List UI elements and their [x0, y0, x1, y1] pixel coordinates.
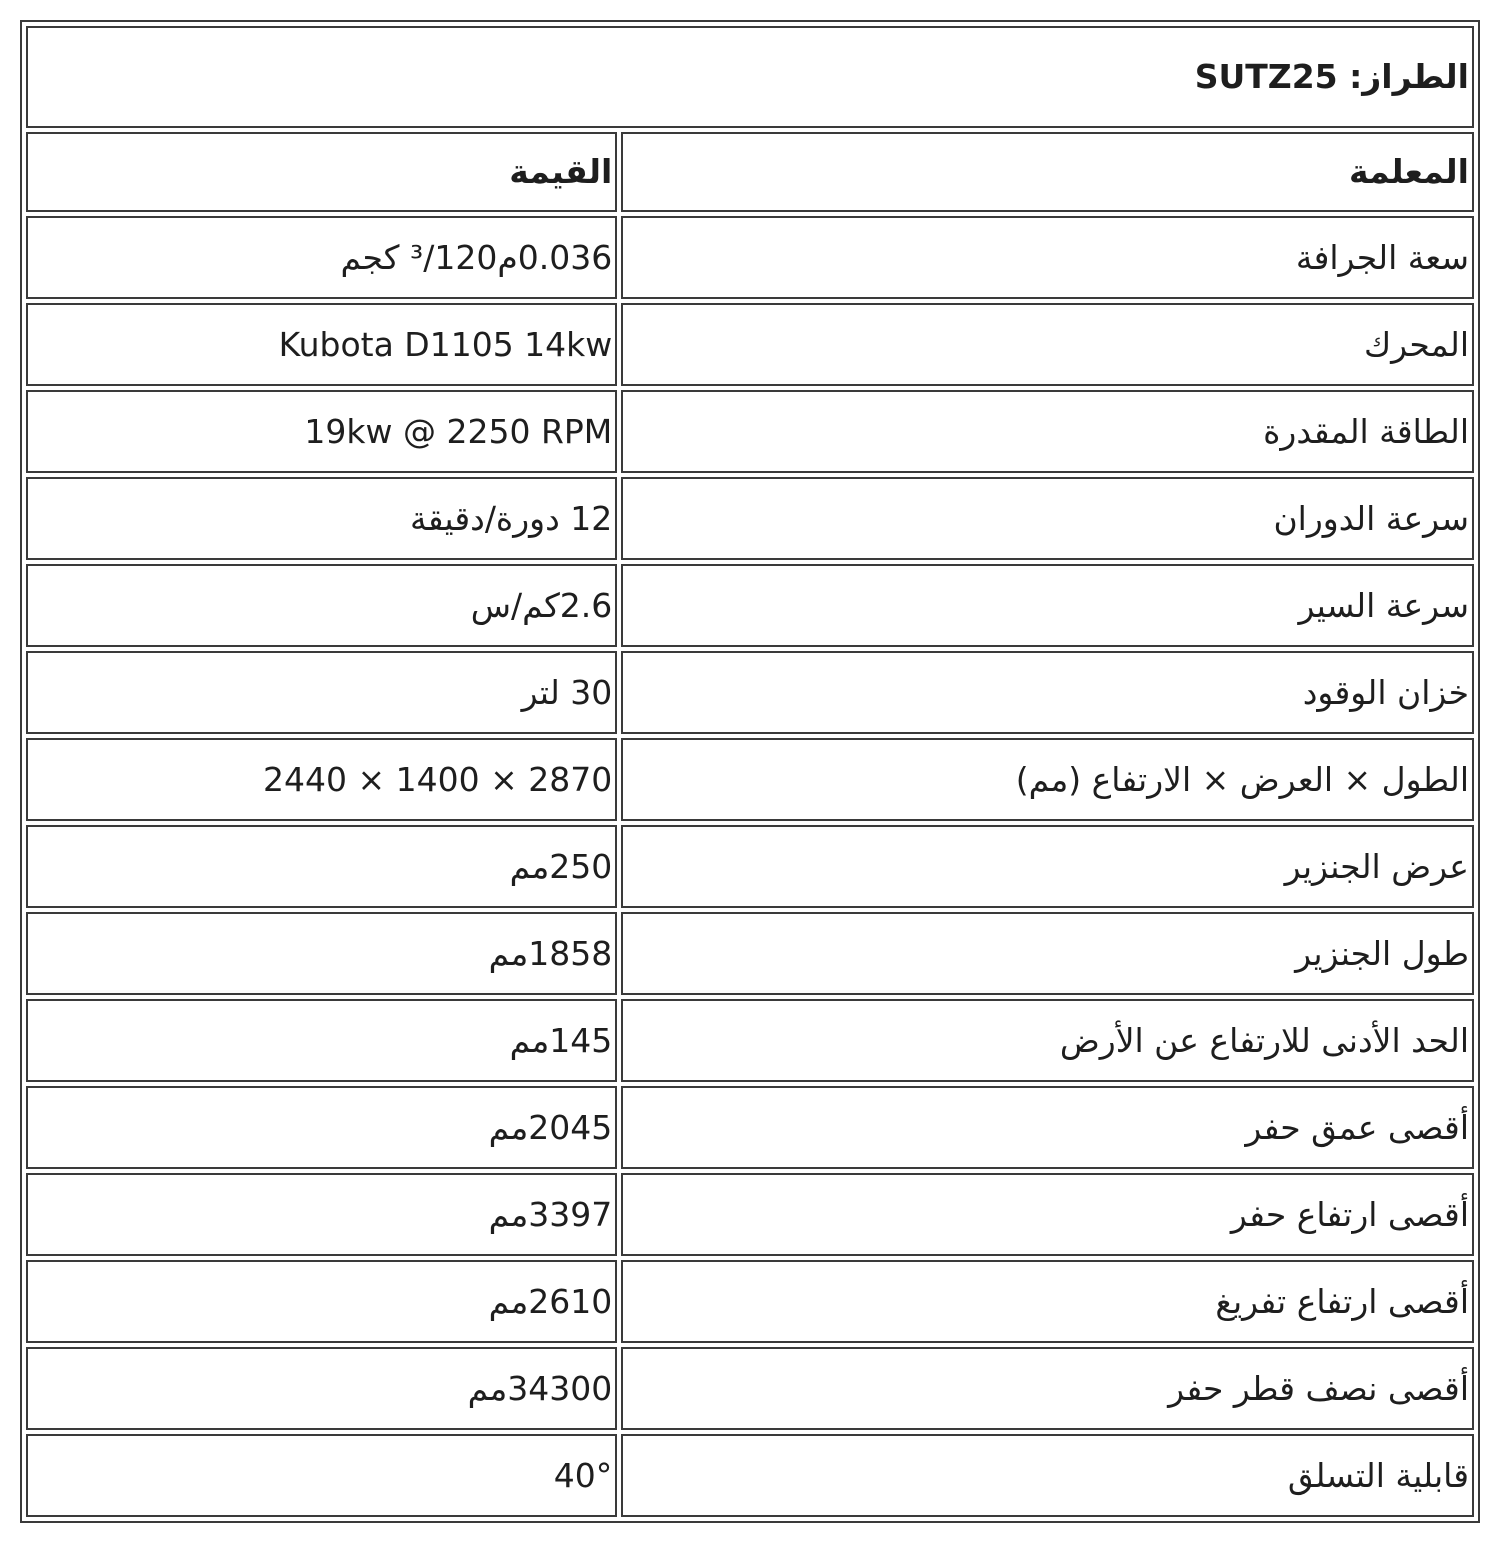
value-cell: 2045مم — [26, 1086, 617, 1169]
value-cell: 0.036م³/120 كجم — [26, 216, 617, 299]
param-cell: المحرك — [621, 303, 1474, 386]
table-row — [26, 1173, 1474, 1256]
table-row — [26, 1434, 1474, 1517]
table-row — [26, 999, 1474, 1082]
column-header-param: المعلمة — [621, 132, 1474, 212]
value-cell: Kubota D1105 14kw — [26, 303, 617, 386]
table-row — [26, 303, 1474, 386]
value-cell: 3397مم — [26, 1173, 617, 1256]
value-cell: 19kw @ 2250 RPM — [26, 390, 617, 473]
param-cell: خزان الوقود — [621, 651, 1474, 734]
value-cell: 40° — [26, 1434, 617, 1517]
title-row — [26, 26, 1474, 128]
param-cell: سرعة الدوران — [621, 477, 1474, 560]
param-cell: عرض الجنزير — [621, 825, 1474, 908]
table-title: الطراز: SUTZ25 — [26, 26, 1474, 128]
value-cell: 145مم — [26, 999, 617, 1082]
table-row — [26, 390, 1474, 473]
param-cell: طول الجنزير — [621, 912, 1474, 995]
table-row — [26, 912, 1474, 995]
param-cell: أقصى ارتفاع تفريغ — [621, 1260, 1474, 1343]
param-cell: قابلية التسلق — [621, 1434, 1474, 1517]
table-row — [26, 564, 1474, 647]
value-cell: 30 لتر — [26, 651, 617, 734]
table-row — [26, 1086, 1474, 1169]
value-cell: 12 دورة/دقيقة — [26, 477, 617, 560]
param-cell: أقصى ارتفاع حفر — [621, 1173, 1474, 1256]
value-cell: 1858مم — [26, 912, 617, 995]
table-row — [26, 1260, 1474, 1343]
value-cell: 2870 × 1400 × 2440 — [26, 738, 617, 821]
column-header-value: القيمة — [26, 132, 617, 212]
spec-table — [20, 20, 1480, 1523]
table-row — [26, 216, 1474, 299]
value-cell: 250مم — [26, 825, 617, 908]
table-row — [26, 477, 1474, 560]
param-cell: الحد الأدنى للارتفاع عن الأرض — [621, 999, 1474, 1082]
param-cell: سرعة السير — [621, 564, 1474, 647]
param-cell: أقصى عمق حفر — [621, 1086, 1474, 1169]
value-cell: 34300مم — [26, 1347, 617, 1430]
value-cell: 2610مم — [26, 1260, 617, 1343]
param-cell: سعة الجرافة — [621, 216, 1474, 299]
param-cell: الطول × العرض × الارتفاع (مم) — [621, 738, 1474, 821]
value-cell: 2.6كم/س — [26, 564, 617, 647]
column-header-row — [26, 132, 1474, 212]
table-row — [26, 738, 1474, 821]
table-row — [26, 1347, 1474, 1430]
param-cell: أقصى نصف قطر حفر — [621, 1347, 1474, 1430]
table-row — [26, 651, 1474, 734]
param-cell: الطاقة المقدرة — [621, 390, 1474, 473]
table-row — [26, 825, 1474, 908]
